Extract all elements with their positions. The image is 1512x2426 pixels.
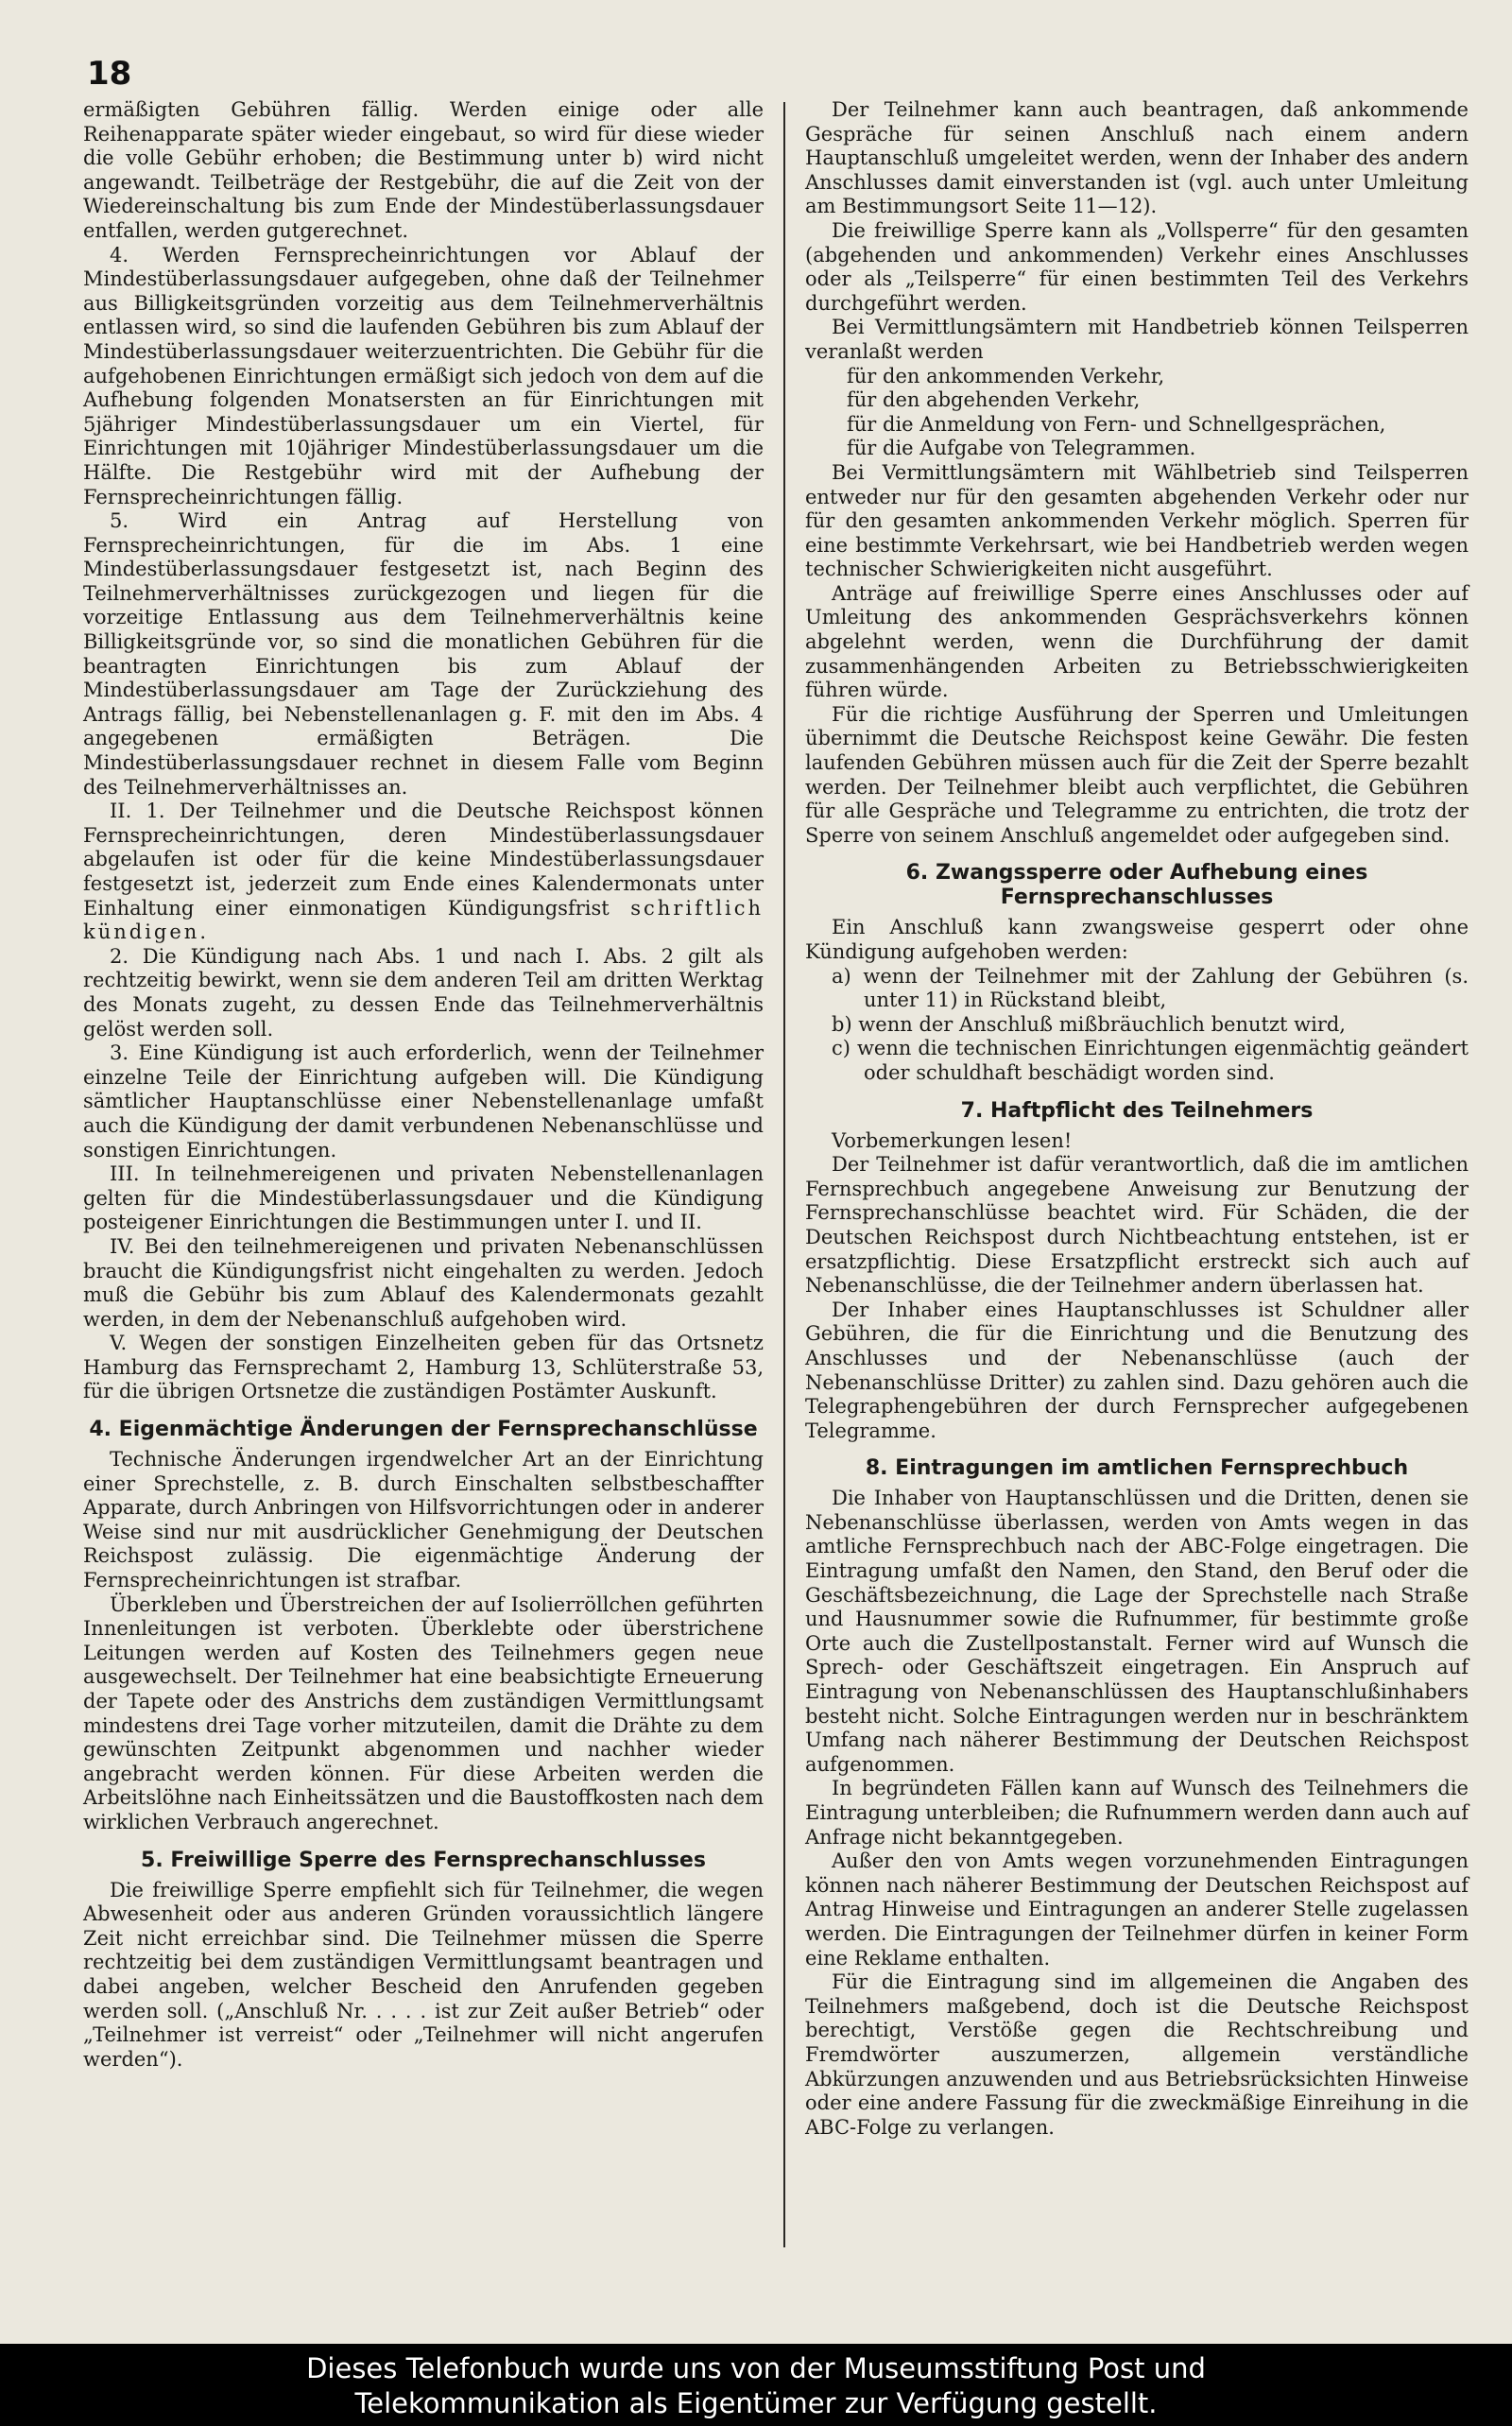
list-item: für die Aufgabe von Telegrammen. xyxy=(847,437,1196,460)
paragraph: IV. Bei den teilnehmereigenen und privaten Nebenanschlüssen braucht die Kündigungsfrist nicht eingehalten zu werden. Jedoch muß die Gebühr bis zum Ablauf des Kalendermonats gezahlt werden, in dem der Nebenanschluß aufgehoben wird. xyxy=(83,1234,764,1331)
page-number: 18 xyxy=(87,55,132,93)
list-item: b) wenn der Anschluß mißbräuchlich benutzt wird, xyxy=(832,1012,1346,1036)
paragraph: 2. Die Kündigung nach Abs. 1 und nach I. Abs. 2 gilt als rechtzeitig bewirkt, wenn sie dem anderen Teil am dritten Werktag des Monats zugeht, zu dessen Ende das Teilnehmerverhältnis gelöst werden soll. xyxy=(83,944,764,1041)
section-heading-4: 4. Eigenmächtige Änderungen der Fernsprechanschlüsse xyxy=(89,1418,758,1442)
left-column xyxy=(83,98,764,2072)
paragraph: Die Inhaber von Hauptanschlüssen und die Dritten, denen sie Nebenanschlüsse überlassen, werden von Amts wegen in das amtliche Fernsprechbuch nach der ABC-Folge eingetragen. Die Eintragung umfaßt den Namen, den Stand, den Beruf oder die Geschäftsbezeichnung, die Lage der Sprechstelle nach Straße und Hausnummer sowie die Rufnummer, für bestimmte große Orte auch die Zustellpostanstalt. Ferner wird auf Wunsch die Sprech- oder Geschäftszeit eingetragen. Ein Anspruch auf Eintragung von Nebenanschlüssen des Hauptanschlußinhabers besteht nicht. Solche Eintragungen werden nur in beschränktem Umfang nach näherer Bestimmung der Deutschen Reichspost aufgenommen. xyxy=(805,1487,1469,1776)
paragraph: III. In teilnehmereigenen und privaten Nebenstellenanlagen gelten für die Mindestüberlassungsdauer und die Kündigung posteigener Einrichtungen die Bestimmungen unter I. und II. xyxy=(83,1162,764,1234)
list-item: c) wenn die technischen Einrichtungen eigenmächtig geändert oder schuldhaft beschädigt worden sind. xyxy=(832,1037,1469,1084)
paragraph: 5. Wird ein Antrag auf Herstellung von Fernsprecheinrichtungen, für die im Abs. 1 eine Mindestüberlassungsdauer festgesetzt ist, nach Beginn des Teilnehmerverhältnisses zurückgezogen und liegen für die vorzeitige Entlassung aus dem Teilnehmerverhältnis keine Billigkeitsgründe vor, so sind die monatlichen Gebühren für die beantragten Einrichtungen bis zum Ablauf der Mindestüberlassungsdauer am Tage der Zurückziehung des Antrags fällig, bei Nebenstellenanlagen g. F. mit den im Abs. 4 angegebenen ermäßigten Beträgen. Die Mindestüberlassungsdauer rechnet in diesem Falle vom Beginn des Teilnehmerverhältnisses an. xyxy=(83,509,764,799)
paragraph: 3. Eine Kündigung ist auch erforderlich, wenn der Teilnehmer einzelne Teile der Einrichtung aufgeben will. Die Kündigung sämtlicher Hauptanschlüsse einer Nebenstellenanlage umfaßt auch die Kündigung der damit verbundenen Nebenanschlüsse und sonstigen Einrichtungen. xyxy=(83,1041,764,1161)
paragraph: Für die richtige Ausführung der Sperren und Umleitungen übernimmt die Deutsche Reichspost keine Gewähr. Die festen laufenden Gebühren müssen auch für die Zeit der Sperre bezahlt werden. Der Teilnehmer bleibt auch verpflichtet, die Gebühren für alle Gespräche und Telegramme zu entrichten, die trotz der Sperre von seinem Anschluß angemeldet oder aufgegeben sind. xyxy=(805,702,1469,847)
list-item: für den ankommenden Verkehr, xyxy=(847,364,1165,387)
paragraph: In begründeten Fällen kann auf Wunsch des Teilnehmers die Eintragung unterbleiben; die Rufnummern werden dann auch auf Anfrage nicht bekanntgegeben. xyxy=(805,1777,1469,1849)
paragraph: Die freiwillige Sperre empfiehlt sich für Teilnehmer, die wegen Abwesenheit oder aus anderen Gründen voraussichtlich längere Zeit nicht erreichbar sind. Die Teilnehmer müssen die Sperre rechtzeitig bei dem zuständigen Vermittlungsamt beantragen und dabei angeben, welcher Bescheid den Anrufenden gegeben werden soll. („Anschluß Nr. . . . . ist zur Zeit außer Betrieb“ oder „Teilnehmer ist verreist“ oder „Teilnehmer will nicht angerufen werden“). xyxy=(83,1878,764,2071)
paragraph: Vorbemerkungen lesen! xyxy=(832,1128,1073,1152)
section-heading-6: 6. Zwangssperre oder Aufhebung eines Fernsprechanschlusses xyxy=(905,861,1368,910)
column-divider xyxy=(783,102,785,2247)
section-heading-7: 7. Haftpflicht des Teilnehmers xyxy=(960,1098,1314,1123)
paragraph: Außer den von Amts wegen vorzunehmenden Eintragungen können nach näherer Bestimmung der Deutschen Reichspost auf Antrag Hinweise und Eintragungen an anderer Stelle zugelassen werden. Die Eintragungen der Teilnehmer dürfen in keiner Form eine Reklame enthalten. xyxy=(805,1850,1469,1970)
footer-line-1: Dieses Telefonbuch wurde uns von der Museumsstiftung Post und xyxy=(306,2352,1206,2384)
paragraph: Der Teilnehmer kann auch beantragen, daß ankommende Gespräche für seinen Anschluß nach einem andern Hauptanschluß umgeleitet werden, wenn der Inhaber des andern Anschlusses damit einverstanden ist (vgl. auch unter Umleitung am Bestimmungsort Seite 11—12). xyxy=(805,98,1469,218)
section-heading-5: 5. Freiwillige Sperre des Fernsprechanschlusses xyxy=(141,1848,706,1872)
emphasized-text: schriftlich kündigen. xyxy=(83,896,764,944)
paragraph: Technische Änderungen irgendwelcher Art an der Einrichtung einer Sprechstelle, z. B. durch Einschalten selbstbeschaffter Apparate, durch Anbringen von Hilfsvorrichtungen oder in anderer Weise sind nur mit ausdrücklicher Genehmigung der Deutschen Reichspost zulässig. Die eigenmächtige Änderung der Fernsprecheinrichtungen ist strafbar. xyxy=(83,1448,764,1592)
paragraph: Für die Eintragung sind im allgemeinen die Angaben des Teilnehmers maßgebend, doch ist die Deutsche Reichspost berechtigt, Verstöße gegen die Rechtschreibung und Fremdwörter auszumerzen, allgemein verständliche Abkürzungen anzuwenden und aus Betriebsrücksichten Hinweise oder eine andere Fassung für die zweckmäßige Einreihung in die ABC-Folge zu verlangen. xyxy=(805,1970,1469,2139)
paragraph: Die freiwillige Sperre kann als „Vollsperre“ für den gesamten (abgehenden und ankommenden) Verkehr eines Anschlusses oder als „Teilsperre“ für einen bestimmten Teil des Verkehrs durchgeführt werden. xyxy=(805,218,1469,315)
paragraph: 4. Werden Fernsprecheinrichtungen vor Ablauf der Mindestüberlassungsdauer aufgegeben, ohne daß der Teilnehmer aus Billigkeitsgründen vorzeitig aus dem Teilnehmerverhältnis entlassen wird, so sind die laufenden Gebühren bis zum Ablauf der Mindestüberlassungsdauer weiterzuentrichten. Die Gebühr für die aufgehobenen Einrichtungen ermäßigt sich jedoch von dem auf die Aufhebung folgenden Monatsersten an für Einrichtungen mit 5jähriger Mindestüberlassungsdauer um ein Viertel, für Einrichtungen mit 10jähriger Mindestüberlassungsdauer um die Hälfte. Die Restgebühr wird mit der Aufhebung der Fernsprecheinrichtungen fällig. xyxy=(83,243,764,508)
paragraph: Überkleben und Überstreichen der auf Isolierröllchen geführten Innenleitungen ist verboten. Überklebte oder überstrichene Leitungen werden auf Kosten des Teilnehmers gegen neue ausgewechselt. Der Teilnehmer hat eine beabsichtigte Erneuerung der Tapete oder des Anstrichs dem zuständigen Vermittlungsamt mindestens drei Tage vorher mitzuteilen, damit die Drähte zu dem gewünschten Zeitpunkt abgenommen und nachher wieder angebracht werden können. Für diese Arbeiten werden die Arbeitslöhne nach Einheitssätzen und die Baustoffkosten nach dem wirklichen Verbrauch angerechnet. xyxy=(83,1592,764,1833)
section-heading-8: 8. Eintragungen im amtlichen Fernsprechbuch xyxy=(865,1456,1409,1481)
paragraph-text: II. 1. Der Teilnehmer und die Deutsche Reichspost können Fernsprecheinrichtungen, deren Mindestüberlassungsdauer abgelaufen ist oder für die keine Mindestüberlassungsdauer festgesetzt ist, jederzeit zum Ende eines Kalendermonats unter Einhaltung einer einmonatigen Kündigungsfrist xyxy=(83,800,764,920)
footer-caption xyxy=(0,2351,1512,2421)
right-column xyxy=(805,98,1469,2140)
paragraph: Anträge auf freiwillige Sperre eines Anschlusses oder auf Umleitung des ankommenden Gesprächsverkehrs können abgelehnt werden, wenn die Durchführung der damit zusammenhängenden Arbeiten zu Betriebsschwierigkeiten führen würde. xyxy=(805,581,1469,702)
paragraph: Ein Anschluß kann zwangsweise gesperrt oder ohne Kündigung aufgehoben werden: xyxy=(805,916,1469,963)
paragraph: Der Teilnehmer ist dafür verantwortlich, daß die im amtlichen Fernsprechbuch angegebene Anweisung zur Benutzung der Fernsprechanschlüsse beachtet wird. Für Schäden, die der Deutschen Reichspost durch Nichtbeachtung entstehen, ist er ersatzpflichtig. Diese Ersatzpflicht erstreckt sich auch auf Nebenanschlüsse, die der Teilnehmer andern überlassen hat. xyxy=(805,1153,1469,1298)
paragraph: V. Wegen der sonstigen Einzelheiten geben für das Ortsnetz Hamburg das Fernsprechamt 2, Hamburg 13, Schlüterstraße 53, für die übrigen Ortsnetze die zuständigen Postämter Auskunft. xyxy=(83,1332,764,1403)
paragraph: ermäßigten Gebühren fällig. Werden einige oder alle Reihenapparate später wieder eingebaut, so wird für diese wieder die volle Gebühr erhoben; die Bestimmung unter b) wird nicht angewandt. Teilbeträge der Restgebühr, die auf die Zeit von der Wiedereinschaltung bis zum Ende der Mindestüberlassungsdauer entfallen, werden gutgerechnet. xyxy=(83,98,764,242)
list-item: a) wenn der Teilnehmer mit der Zahlung der Gebühren (s. unter 11) in Rückstand bleibt, xyxy=(832,964,1469,1012)
list-item: für die Anmeldung von Fern- und Schnellgesprächen, xyxy=(847,412,1386,436)
paragraph: Der Inhaber eines Hauptanschlusses ist Schuldner aller Gebühren, die für die Einrichtung und die Benutzung des Anschlusses und der Nebenanschlüsse (auch der Nebenanschlüsse Dritter) zu zahlen sind. Dazu gehören auch die Telegraphengebühren der durch Fernsprecher aufgegebenen Telegramme. xyxy=(805,1298,1469,1442)
paragraph xyxy=(83,800,764,945)
footer-line-2: Telekommunikation als Eigentümer zur Verfügung gestellt. xyxy=(354,2387,1158,2419)
paragraph: Bei Vermittlungsämtern mit Wählbetrieb sind Teilsperren entweder nur für den gesamten abgehenden Verkehr oder nur für den gesamten ankommenden Verkehr möglich. Sperren für eine bestimmte Verkehrsart, wie bei Handbetrieb werden wegen technischer Schwierigkeiten nicht ausgeführt. xyxy=(805,460,1469,581)
paragraph: Bei Vermittlungsämtern mit Handbetrieb können Teilsperren veranlaßt werden xyxy=(805,316,1469,363)
list-item: für den abgehenden Verkehr, xyxy=(847,388,1141,412)
